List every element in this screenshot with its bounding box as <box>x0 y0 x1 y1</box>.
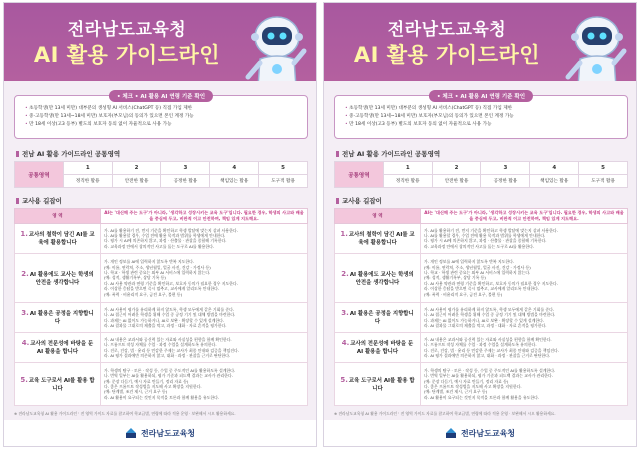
area-number: 1 <box>383 162 432 175</box>
area-name: 공정한 활용 <box>161 175 210 188</box>
footer-org-name: 전라남도교육청 <box>140 428 196 438</box>
area-name: 공정한 활용 <box>481 175 530 188</box>
area-number: 3 <box>161 162 210 175</box>
footnote: ※ 전라남도교육청 AI 활용 가이드라인 ' 전 영역 가이드 자료를 참고하여 학교급별, 연령에 따라 적용 운영 · 보완해서 시오 활용하세요. <box>334 411 556 416</box>
guide-row <box>15 224 308 254</box>
guide-row-desc: 가. 학생의 탐구 · 토론 · 작성 등, 수업 중 주도적인 AI를 활용하도록 설계한다. 나. 번역 일부는 AI를 활용하되, 평가 기준과 피드백 결과는 교사가 관리한다. (예: 문장 다듬기, 예시 자료 만들기, 정리 자료 등) 다. 좋은 프롬프트 작성법을 지도해 사고 확장을 지원한다. (예: 단계별, 조건 제시, 근거 요구 등) 라. AI 활용이 요구되는 것인지 목적을 토론과 함께 활용을 유도한다. <box>101 363 308 406</box>
guide-row-label: 1.교사의 철학이 담긴 AI를 교육에 활용합니다 <box>15 224 101 254</box>
guide-table <box>14 208 308 406</box>
area-name: 책임있는 활용 <box>210 175 259 188</box>
guide-row-desc: 가. 학생의 탐구 · 토론 · 작성 등, 수업 중 주도적인 AI를 활용하도록 설계한다. 나. 번역 일부는 AI를 활용하되, 평가 기준과 피드백 결과는 교사가 관리한다. (예: 문장 다듬기, 예시 자료 만들기, 정리 자료 등) 다. 좋은 프롬프트 작성법을 지도해 사고 확장을 지원한다. (예: 단계별, 조건 제시, 근거 요구 등) 라. AI 활용이 요구되는 것인지 목적을 토론과 함께 활용을 유도한다. <box>421 363 628 406</box>
guide-row <box>335 224 628 254</box>
guide-table <box>334 208 628 406</box>
guide-row-desc: 가. AI 내용은 교과서와 공신력 있는 자료와 사실성을 편향을 함께 확인한다. 나. 프롬프트 작성 자체를 수업 · 과정 수업을 설계하도록 유의한다. 다. 진로, 건강, 법 · 윤리 등 민감한 주제는 교사가 최종 안내와 검증을 책임진다. 라. AI 평가 결과에만 의존하지 않고, 대화 · 과정 · 관찰을 근거로 판단한다. <box>421 333 628 363</box>
areas-head-label: 공통영역 <box>335 162 384 188</box>
robot-illustration-icon <box>562 7 632 91</box>
guide-row <box>15 363 308 406</box>
guide-intro: AI는 '대신해 주는 도구'가 아니라, '생각하고 성장시키는 교육 도구'입니다. 필요한 경우, 학생의 사고와 배움을 중심에 두고, 비판적 이고 안전하며, 책임 있게 지도해요. <box>421 209 628 224</box>
area-name: 정직한 활용 <box>383 175 432 188</box>
guide-col-head: 영 역 <box>335 209 421 224</box>
guide-row <box>15 333 308 363</box>
poster-title-org: 전라남도교육청 <box>387 20 507 40</box>
guide-row-label: 5.교육 도구로서 AI를 활용 합니다 <box>15 363 101 406</box>
area-number: 5 <box>259 162 308 175</box>
guide-row-desc: 가. AI를 활용하기 전, 먼저 기준을 확인하고 학생 발달에 맞는지 살펴 사용한다. 나. AI를 활용할 경우, 수업 전에 활용 목적과 범위를 학생에게 안내한다. 다. 평가 시 AI에 의존하지 않고, 과정 · 산출물 · 관찰을 종합해 기록한다. 라. 교육과정 안에서 창의적인 사고를 돕는 도구로 AI를 활용한다. <box>101 224 308 254</box>
age-check-heading: • 체크 • AI 활용 AI 연령 기준 확인 <box>429 90 533 102</box>
area-number: 4 <box>530 162 579 175</box>
area-name: 책임있는 활용 <box>530 175 579 188</box>
footer-org-name: 전라남도교육청 <box>460 428 516 438</box>
areas-head-label: 공통영역 <box>15 162 64 188</box>
poster-left <box>3 2 317 447</box>
areas-section-title: 전남 AI 활용 가이드라인 공통영역 <box>336 149 440 158</box>
area-name: 도구적 활용 <box>579 175 628 188</box>
guide-row-label: 5.교육 도구로서 AI를 활용 합니다 <box>335 363 421 406</box>
guide-row <box>15 253 308 303</box>
age-check-item: • 중·고등학생(만 13세~18세 미만) 보호자(부모님)의 동의가 있으면 본인 계정 가능 <box>25 113 301 121</box>
poster-right <box>323 2 637 447</box>
guide-row-desc: 가. 개인 정보를 AI에 입력하지 않도록 반복 지도한다. (예: 이름, 연락처, 주소, 생년월일, 얼굴 사진, 건강 · 가정사 등) 나. 학교 · 학생 관련 중요는 외부 AI 서비스에 입력하지 않는다. (예: 성적, 생활기록부, 상담 기록 등) 다. AI 사용 약관과 연령 기준을 확인하고, 보호자 동의가 필요한 경우 지도한다. 라. 이상한 응답을 받으면 즉시 멈추고, 교사에게 알리도록 안내한다. (예: 폭력 · 비윤리적 요구, 금전 요구, 불편 등) <box>101 253 308 303</box>
guide-row-label: 3.AI 활용은 공정을 지향합니다 <box>335 303 421 333</box>
guide-row <box>15 303 308 333</box>
poster-title-main: AI 활용 가이드라인 <box>353 43 541 67</box>
areas-table <box>14 161 308 188</box>
area-number: 2 <box>112 162 161 175</box>
footer <box>324 420 636 446</box>
guide-row <box>335 333 628 363</box>
area-name: 안전한 활용 <box>112 175 161 188</box>
guide-row-label: 2.AI 활용에도 교사는 학생의 안전을 생각합니다 <box>15 253 101 303</box>
guide-row-desc: 가. AI 내용은 교과서와 공신력 있는 자료와 사실성을 편향을 함께 확인한다. 나. 프롬프트 작성 자체를 수업 · 과정 수업을 설계하도록 유의한다. 다. 진로, 건강, 법 · 윤리 등 민감한 주제는 교사가 최종 안내와 검증을 책임진다. 라. AI 평가 결과에만 의존하지 않고, 대화 · 과정 · 관찰을 근거로 판단한다. <box>101 333 308 363</box>
age-check-item: • 만 18세 이상(고3 등부) 별도의 보호자 동의 없이 자율적으로 사용 가능 <box>345 121 621 129</box>
office-logo-icon <box>125 427 137 439</box>
area-name: 안전한 활용 <box>432 175 481 188</box>
office-logo-icon <box>445 427 457 439</box>
areas-section-title: 전남 AI 활용 가이드라인 공통영역 <box>16 149 120 158</box>
guide-section-title: 교사용 길잡이 <box>336 196 382 205</box>
age-check-item: • 초등학생(만 13세 미만) 대부분의 생성형 AI 서비스(ChatGPT 등) 직접 가입 제한 <box>25 105 301 113</box>
guide-row-label: 3.AI 활용은 공정을 지향합니다 <box>15 303 101 333</box>
age-check-box <box>334 95 628 139</box>
guide-section-title: 교사용 길잡이 <box>16 196 62 205</box>
guide-row-label: 4.교사의 전문성에 바탕을 둔 AI 활용을 합니다 <box>335 333 421 363</box>
age-check-heading: • 체크 • AI 활용 AI 연령 기준 확인 <box>109 90 213 102</box>
area-name: 정직한 활용 <box>63 175 112 188</box>
guide-col-head: 영 역 <box>15 209 101 224</box>
area-number: 1 <box>63 162 112 175</box>
footnote: ※ 전라남도교육청 AI 활용 가이드라인 ' 전 영역 가이드 자료를 참고하여 학교급별, 연령에 따라 적용 운영 · 보완해서 시오 활용하세요. <box>14 411 236 416</box>
age-check-item: • 만 18세 이상(고3 등부) 별도의 보호자 동의 없이 자율적으로 사용 가능 <box>25 121 301 129</box>
guide-row-label: 2.AI 활용에도 교사는 학생의 안전을 생각합니다 <box>335 253 421 303</box>
poster-title-org: 전라남도교육청 <box>67 20 187 40</box>
age-check-box <box>14 95 308 139</box>
guide-row-desc: 가. 개인 정보를 AI에 입력하지 않도록 반복 지도한다. (예: 이름, 연락처, 주소, 생년월일, 얼굴 사진, 건강 · 가정사 등) 나. 학교 · 학생 관련 중요는 외부 AI 서비스에 입력하지 않는다. (예: 성적, 생활기록부, 상담 기록 등) 다. AI 사용 약관과 연령 기준을 확인하고, 보호자 동의가 필요한 경우 지도한다. 라. 이상한 응답을 받으면 즉시 멈추고, 교사에게 알리도록 안내한다. (예: 폭력 · 비윤리적 요구, 금전 요구, 불편 등) <box>421 253 628 303</box>
guide-row-desc: 가. AI 사용이 평가를 유리하게 하지 않도록, 학생 모두에게 같은 기회를 준다. 나. AI 접근이 어려운 학생을 위해 수업 중 공정 기기 및 대체 방법을 마련한다. 다. 과제는 AI 없이도 가능하거나, AI로 보완 · 확장할 수 있게 설계한다. 라. AI 결과물 그대로의 제출을 막고, 과정 · 대화 · 자료 흔적을 평가한다. <box>101 303 308 333</box>
guide-row-label: 4.교사의 전문성에 바탕을 둔 AI 활용을 합니다 <box>15 333 101 363</box>
age-check-item: • 초등학생(만 13세 미만) 대부분의 생성형 AI 서비스(ChatGPT 등) 직접 가입 제한 <box>345 105 621 113</box>
area-number: 4 <box>210 162 259 175</box>
guide-row-desc: 가. AI를 활용하기 전, 먼저 기준을 확인하고 학생 발달에 맞는지 살펴 사용한다. 나. AI를 활용할 경우, 수업 전에 활용 목적과 범위를 학생에게 안내한다. 다. 평가 시 AI에 의존하지 않고, 과정 · 산출물 · 관찰을 종합해 기록한다. 라. 교육과정 안에서 창의적인 사고를 돕는 도구로 AI를 활용한다. <box>421 224 628 254</box>
guide-row <box>335 303 628 333</box>
area-number: 5 <box>579 162 628 175</box>
footer <box>4 420 316 446</box>
guide-row-label: 1.교사의 철학이 담긴 AI를 교육에 활용합니다 <box>335 224 421 254</box>
area-name: 도구적 활용 <box>259 175 308 188</box>
guide-row <box>335 253 628 303</box>
poster-title-main: AI 활용 가이드라인 <box>33 43 221 67</box>
robot-illustration-icon <box>242 7 312 91</box>
guide-row-desc: 가. AI 사용이 평가를 유리하게 하지 않도록, 학생 모두에게 같은 기회를 준다. 나. AI 접근이 어려운 학생을 위해 수업 중 공정 기기 및 대체 방법을 마련한다. 다. 과제는 AI 없이도 가능하거나, AI로 보완 · 확장할 수 있게 설계한다. 라. AI 결과물 그대로의 제출을 막고, 과정 · 대화 · 자료 흔적을 평가한다. <box>421 303 628 333</box>
guide-row <box>335 363 628 406</box>
area-number: 3 <box>481 162 530 175</box>
areas-table <box>334 161 628 188</box>
guide-intro: AI는 '대신해 주는 도구'가 아니라, '생각하고 성장시키는 교육 도구'입니다. 필요한 경우, 학생의 사고와 배움을 중심에 두고, 비판적 이고 안전하며, 책임 있게 지도해요. <box>101 209 308 224</box>
area-number: 2 <box>432 162 481 175</box>
age-check-item: • 중·고등학생(만 13세~18세 미만) 보호자(부모님)의 동의가 있으면 본인 계정 가능 <box>345 113 621 121</box>
